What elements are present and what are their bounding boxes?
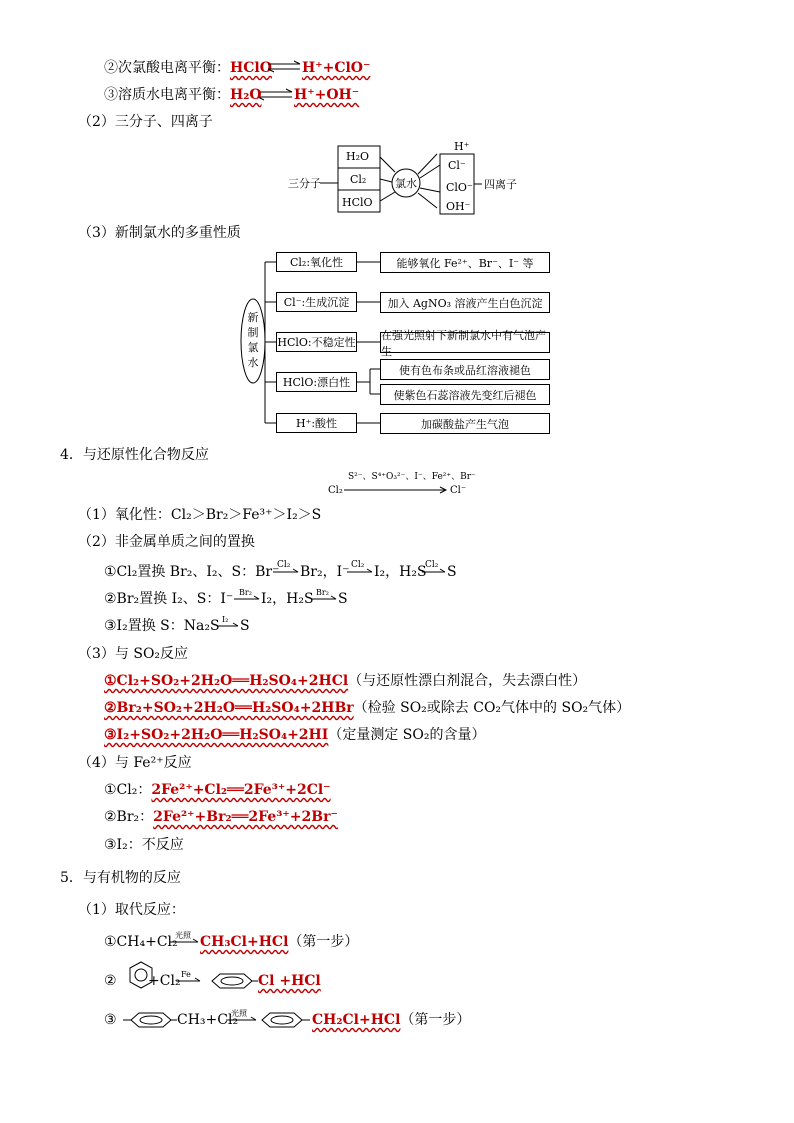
- equation-right: H⁺+ClO⁻: [302, 60, 371, 76]
- equation: 2Fe²⁺+Br₂══2Fe³⁺+2Br⁻: [153, 809, 338, 825]
- property-box: Cl₂:氧化性: [276, 252, 357, 272]
- arrow-label: Br₂: [316, 588, 329, 597]
- property-box: HClO:漂白性: [276, 372, 357, 392]
- diagram2-center: 新制氯水: [247, 311, 259, 369]
- arrow-label: Cl₂: [425, 560, 439, 570]
- diagram1-left-label: 三分子: [288, 177, 321, 190]
- diagram3-left: Cl₂: [328, 485, 343, 496]
- diagram1-center: 氯水: [395, 177, 417, 190]
- property-box: H⁺:酸性: [276, 413, 357, 433]
- ion-label: Cl⁻: [448, 159, 466, 172]
- note: （检验 SO₂或除去 CO₂气体中的 SO₂气体）: [353, 700, 631, 716]
- note: （第一步）: [400, 1012, 471, 1028]
- reactant: ①Cl₂置换 Br₂、I₂、S：Br⁻: [104, 564, 280, 580]
- arrow-label: 光照: [175, 931, 191, 940]
- arrow-label: Cl₂: [351, 560, 365, 570]
- benzene-icon: [271, 1016, 293, 1024]
- section-heading: （3）新制氯水的多重性质: [78, 225, 241, 241]
- arrow-label: Br₂: [239, 588, 252, 597]
- ion-label: H⁺: [454, 140, 470, 153]
- note: （与还原性漂白剂混合，失去漂白性）: [348, 673, 587, 689]
- note: （第一步）: [288, 934, 359, 950]
- ion-label: ClO⁻: [446, 181, 473, 194]
- organic-reaction-line: ①CH₄+Cl₂: [104, 934, 178, 950]
- property-detail-box: 能够氧化 Fe²⁺、Br⁻、I⁻ 等: [380, 252, 550, 273]
- line-prefix: ③溶质水电离平衡：: [104, 87, 230, 103]
- property-box: Cl⁻:生成沉淀: [276, 292, 357, 312]
- equation-left: HClO: [230, 60, 272, 76]
- text-line: （4）与 Fe²⁺反应: [78, 755, 192, 771]
- diagram3-right: Cl⁻: [450, 485, 467, 496]
- property-detail-box: 使紫色石蕊溶液先变红后褪色: [380, 384, 550, 405]
- molecule-label: H₂O: [346, 150, 370, 163]
- note: （定量测定 SO₂的含量）: [328, 727, 486, 743]
- benzene-icon: [262, 1013, 302, 1027]
- property-box: HClO:不稳定性: [276, 332, 357, 352]
- molecule-label: HClO: [342, 196, 373, 209]
- equation: Cl +HCl: [258, 973, 321, 989]
- text-line: （1）氧化性：Cl₂＞Br₂＞Fe³⁺＞I₂＞S: [78, 507, 322, 523]
- reactant: +Cl₂: [148, 973, 181, 989]
- ion-label: OH⁻: [446, 200, 471, 213]
- arrow-label: 光照: [231, 1009, 247, 1018]
- section-heading: 4．与还原性化合物反应: [60, 447, 209, 463]
- text-line: （1）取代反应：: [78, 902, 185, 918]
- equation: ①Cl₂+SO₂+2H₂O══H₂SO₄+2HCl: [104, 673, 349, 689]
- equation: 2Fe²⁺+Cl₂══2Fe³⁺+2Cl⁻: [151, 782, 331, 798]
- benzene-icon: [131, 1013, 171, 1027]
- property-detail-box: 加碳酸盐产生气泡: [380, 413, 550, 434]
- diagram1-right-label: 四离子: [484, 178, 517, 191]
- property-detail-box: 加入 AgNO₃ 溶液产生白色沉淀: [380, 292, 550, 313]
- property-detail-box: 使有色布条或品红溶液褪色: [380, 359, 550, 380]
- product: I₂，H₂S: [261, 591, 314, 607]
- line-prefix: ②次氯酸电离平衡：: [104, 60, 230, 76]
- product: Br₂，I⁻: [300, 564, 350, 580]
- equation-right: H⁺+OH⁻: [294, 87, 360, 103]
- benzene-icon: [221, 977, 243, 985]
- arrow-label: I₂: [222, 615, 229, 624]
- benzene-icon: [140, 1016, 162, 1024]
- property-detail-box: 在强光照射下新制氯水中有气泡产生: [380, 332, 550, 353]
- section-heading: 5．与有机物的反应: [60, 870, 181, 886]
- organic-reaction-product: [312, 1011, 470, 1029]
- molecule-label: Cl₂: [350, 173, 367, 186]
- reactant: CH₃+Cl₂: [177, 1012, 239, 1028]
- equation-left: H₂O: [230, 87, 262, 103]
- equation: ③I₂+SO₂+2H₂O══H₂SO₄+2HI: [104, 727, 329, 743]
- equation: CH₃Cl+HCl: [200, 934, 289, 950]
- text-line: （3）与 SO₂反应: [78, 646, 189, 662]
- prefix: ①Cl₂：: [104, 782, 152, 798]
- product: S: [447, 564, 457, 580]
- product: S: [338, 591, 348, 607]
- section-heading: （2）三分子、四离子: [78, 114, 213, 130]
- product: I₂，H₂S: [374, 564, 427, 580]
- equation: CH₂Cl+HCl: [312, 1012, 401, 1028]
- benzene-icon: [135, 969, 147, 981]
- arrow-label: Fe: [181, 970, 191, 979]
- arrow-label: Cl₂: [277, 560, 291, 570]
- equation: ②Br₂+SO₂+2H₂O══H₂SO₄+2HBr: [104, 700, 354, 716]
- text-line: （2）非金属单质之间的置换: [78, 534, 255, 550]
- prefix: ②Br₂：: [104, 809, 154, 825]
- displacement-line: ②Br₂置换 I₂、S：I⁻: [104, 591, 234, 607]
- benzene-icon: [212, 974, 252, 988]
- text-line: ③I₂：不反应: [104, 837, 184, 853]
- diagram3-reductants: S²⁻、S⁴⁺O₃²⁻、I⁻、Fe²⁺、Br⁻: [348, 472, 476, 482]
- organic-reaction-line: ③: [104, 1012, 117, 1028]
- displacement-line: ③I₂置换 S：Na₂S: [104, 618, 220, 634]
- organic-reaction-line: ②: [104, 973, 117, 989]
- product: S: [240, 618, 250, 634]
